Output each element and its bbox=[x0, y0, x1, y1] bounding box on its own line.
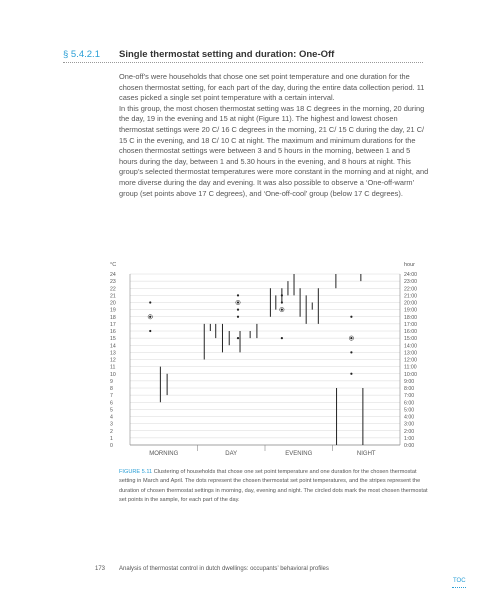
right-tick-label: 7:00 bbox=[404, 393, 415, 400]
left-axis-label: °C bbox=[110, 262, 117, 268]
setpoint-dot bbox=[281, 337, 283, 339]
paragraph: One-off’s were households that chose one set point temperature and one duration for the chosen thermostat setting, for each part of the day, during the entire data collection period. 11 cases picked a single set point temperature with a certain interval. bbox=[119, 72, 425, 103]
left-tick-label: 3 bbox=[110, 421, 113, 428]
right-tick-label: 20:00 bbox=[404, 300, 417, 307]
right-tick-label: 0:00 bbox=[404, 443, 415, 449]
left-tick-label: 17 bbox=[110, 321, 116, 328]
setpoint-dot bbox=[350, 373, 352, 375]
left-tick-label: 8 bbox=[110, 386, 113, 392]
left-tick-label: 23 bbox=[110, 279, 116, 286]
left-tick-label: 20 bbox=[110, 300, 116, 307]
setpoint-dot bbox=[350, 351, 352, 353]
period-label-morning: MORNING bbox=[149, 451, 179, 457]
figure-label: FIGURE 5.11 bbox=[119, 469, 153, 475]
setpoint-dot bbox=[281, 309, 283, 311]
left-tick-label: 15 bbox=[110, 336, 116, 343]
left-tick-label: 14 bbox=[110, 343, 116, 350]
setpoint-dot bbox=[149, 301, 151, 303]
left-tick-label: 2 bbox=[110, 428, 113, 435]
left-tick-label: 7 bbox=[110, 393, 113, 400]
right-tick-label: 22:00 bbox=[404, 286, 417, 293]
left-tick-label: 13 bbox=[110, 350, 116, 357]
setpoint-dot bbox=[281, 301, 283, 303]
right-tick-label: 18:00 bbox=[404, 314, 417, 321]
left-tick-label: 9 bbox=[110, 378, 113, 385]
left-tick-label: 12 bbox=[110, 357, 116, 364]
setpoint-dot bbox=[149, 330, 151, 332]
right-tick-label: 2:00 bbox=[404, 428, 415, 435]
figure-caption bbox=[119, 468, 431, 506]
right-tick-label: 4:00 bbox=[404, 414, 415, 421]
figure-caption-text: Clustering of households that chose one set point temperature and one duration for the chosen thermostat setting in March and April. The dots represent the chosen thermostat set point temperatures, and the stripes represent the duration of chosen thermostat settings in morning, day, evening and night. The circled dots mark the most chosen thermostat set points in the sample, for each part of the day. bbox=[119, 469, 428, 504]
right-tick-label: 21:00 bbox=[404, 293, 417, 300]
right-tick-label: 5:00 bbox=[404, 407, 415, 414]
page-number: 173 bbox=[95, 566, 106, 572]
setpoint-dot bbox=[237, 337, 239, 339]
left-tick-label: 6 bbox=[110, 400, 113, 407]
period-label-evening: EVENING bbox=[285, 451, 313, 457]
thermostat-chart bbox=[108, 258, 438, 463]
left-tick-label: 22 bbox=[110, 286, 116, 293]
section-divider bbox=[63, 62, 423, 63]
setpoint-dot bbox=[350, 337, 352, 339]
right-tick-label: 24:00 bbox=[404, 272, 417, 278]
left-tick-label: 18 bbox=[110, 314, 116, 321]
left-tick-label: 10 bbox=[110, 371, 116, 378]
setpoint-dot bbox=[237, 309, 239, 311]
setpoint-dot bbox=[237, 301, 239, 303]
section-number: § 5.4.2.1 bbox=[63, 49, 100, 60]
right-tick-label: 17:00 bbox=[404, 321, 417, 328]
left-tick-label: 5 bbox=[110, 407, 113, 414]
setpoint-dot bbox=[281, 294, 283, 296]
period-label-day: DAY bbox=[225, 451, 238, 457]
period-label-night: NIGHT bbox=[356, 451, 376, 457]
left-tick-label: 24 bbox=[110, 272, 116, 278]
paragraph: In this group, the most chosen thermostat setting was 18 C degrees in the morning, 20 during the day, 19 in the evening and 15 at night (Figure 11). The highest and lowest chosen thermostat settings were 20 C/ 16 C degrees in the morning, 21 C/ 15 C during the day, 21 C/ 15 C in the evening, and 18 C/ 10 C at night. The maximum and minimum durations for the chosen thermostat settings were between 3 and 5 hours in the morning, between 1 and 5 hours during the day, between 1 and 5.30 hours in the evening, and 8 hours at night. This group’s selected thermostat temperatures were more constant in the morning and at night, and more diverse during the day and evening. It was also possible to observe a ‘One-off-warm’ group (set points above 17 C degrees), and ‘One-off-cool’ group (below 17 C degrees). bbox=[119, 103, 429, 198]
left-tick-label: 4 bbox=[110, 414, 113, 421]
body-text bbox=[119, 72, 429, 199]
setpoint-dot bbox=[149, 316, 151, 318]
left-tick-label: 0 bbox=[110, 443, 113, 449]
setpoint-dot bbox=[350, 316, 352, 318]
right-tick-label: 8:00 bbox=[404, 386, 415, 392]
left-tick-label: 16 bbox=[110, 329, 116, 335]
right-tick-label: 10:00 bbox=[404, 371, 417, 378]
right-tick-label: 15:00 bbox=[404, 336, 417, 343]
left-tick-label: 19 bbox=[110, 307, 116, 314]
left-tick-label: 1 bbox=[110, 435, 113, 442]
right-tick-label: 9:00 bbox=[404, 378, 415, 385]
running-title: Analysis of thermostat control in dutch dwellings: occupants’ behavioral profiles bbox=[119, 566, 329, 572]
right-tick-label: 3:00 bbox=[404, 421, 415, 428]
left-tick-label: 11 bbox=[110, 364, 116, 371]
toc-dots bbox=[452, 587, 466, 588]
right-tick-label: 19:00 bbox=[404, 307, 417, 314]
right-tick-label: 16:00 bbox=[404, 329, 417, 335]
toc-link[interactable]: TOC bbox=[453, 578, 466, 584]
right-tick-label: 1:00 bbox=[404, 435, 415, 442]
right-tick-label: 23:00 bbox=[404, 279, 417, 286]
right-tick-label: 12:00 bbox=[404, 357, 417, 364]
right-axis-label: hour bbox=[404, 262, 416, 268]
right-tick-label: 11:00 bbox=[404, 364, 417, 371]
setpoint-dot bbox=[237, 294, 239, 296]
setpoint-dot bbox=[237, 316, 239, 318]
left-tick-label: 21 bbox=[110, 293, 116, 300]
right-tick-label: 13:00 bbox=[404, 350, 417, 357]
right-tick-label: 6:00 bbox=[404, 400, 415, 407]
right-tick-label: 14:00 bbox=[404, 343, 417, 350]
section-title: Single thermostat setting and duration: One-Off bbox=[119, 49, 335, 60]
